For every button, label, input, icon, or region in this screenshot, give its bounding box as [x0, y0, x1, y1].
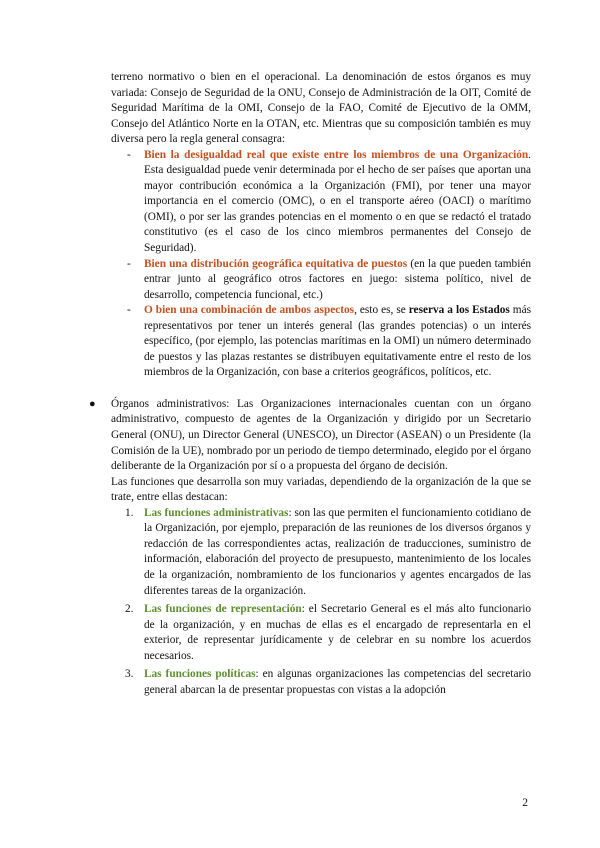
highlight-text: Bien la desigualdad real que existe entre los miembros de una Organización: [144, 148, 529, 161]
body-text: (en la que pueden también entrar junto al geográfico otros factores en juego: sistema político, nivel de desarrollo, competencia funcional, etc.): [144, 257, 531, 301]
admin-organs-section: [89, 397, 532, 698]
function-title: Las funciones políticas: [144, 668, 256, 681]
function-title: Las funciones de representación: [144, 603, 302, 616]
list-number: 2.: [125, 603, 134, 616]
body-text: : en algunas organizaciones las competencias del secretario general abarcan la de presentar propuestas con vistas a la adopción: [144, 668, 532, 696]
function-title: Las funciones administrativas: [144, 506, 289, 519]
intro-paragraph: terreno normativo o bien en el operacional. La denominación de estos órganos es muy variada: Consejo de Seguridad de la ONU, Consejo de Administración de la OIT, Comité de Seguridad Marítima de la OMI, Consejo de la FAO, Comité de Ejecutivo de la OMM, Consejo del Atlántico Norte en la OTAN, etc. Mientras que su composición también es muy diversa pero la regla general consagra:: [111, 71, 531, 146]
list-item: [111, 506, 531, 599]
list-item: [111, 667, 531, 698]
dash-marker: -: [127, 257, 131, 270]
bullet-icon: ●: [89, 397, 96, 410]
page-number: 2: [522, 797, 528, 809]
admin-paragraph: Órganos administrativos: Las Organizaciones internacionales cuentan con un órgano administrativo, compuesto de agentes de la Organización y dirigido por un Secretario General (ONU), un Director General (UNESCO), un Director (ASEAN) o un Presidente (la Comisión de la UE), nombrado por un periodo de tiempo determinado, elegido por el órgano deliberante de la Organización por sí o a propuesta del órgano de decisión.: [111, 397, 531, 473]
body-text: : son las que permiten el funcionamiento cotidiano de la Organización, por ejemplo, preparación de las reuniones de los diversos órganos y redacción de las correspondientes actas, realización de traducciones, suministro de información, elaboración del proyecto de presupuesto, mantenimiento de los locales de la organización, nombramiento de los funcionarios y agentes encargados de las diferentes tareas de la organización.: [144, 506, 531, 597]
functions-list: [111, 506, 531, 699]
body-text: , esto es, se: [354, 304, 409, 317]
list-item: [111, 602, 531, 664]
list-item: [111, 257, 531, 304]
dash-marker: -: [127, 304, 131, 317]
dash-marker: -: [127, 148, 131, 161]
highlight-text: Bien una distribución geográfica equitativa de puestos: [144, 257, 408, 270]
list-number: 3.: [125, 668, 134, 681]
body-text: . Esta desigualdad puede venir determinada por el hecho de ser países que aportan una mayor contribución económica a la Organización (FMI), por tener una mayor importancia en el comercio (OMC), o en el transporte aéreo (OACI) o marítimo (OMI), o por ser las grandes potencias en el momento o en que se redactó el tratado constitutivo (es el caso de los cinco miembros permanentes del Consejo de Seguridad).: [144, 148, 531, 255]
bold-text: reserva a los Estados: [408, 304, 510, 317]
list-item: [111, 148, 531, 257]
list-number: 1.: [125, 506, 134, 519]
composition-list: [111, 148, 531, 381]
highlight-text: O bien una combinación de ambos aspectos: [144, 304, 355, 317]
body-text: más representativos por tener un interés general (las grandes potencias) o un interés específico, (por ejemplo, las potencias marítimas en la OMI) un número determinado de puestos y las plazas restantes se distribuyen equitativamente entre el resto de los miembros de la Organización, con base a criterios geográficos, políticos, etc.: [144, 304, 531, 379]
list-item: [111, 303, 531, 381]
page-content: [89, 70, 532, 701]
functions-intro: Las funciones que desarrolla son muy variadas, dependiendo de la organización de la que se trate, entre ellas destacan:: [111, 475, 531, 504]
body-text: : el Secretario General es el más alto funcionario de la organización, y en muchas de ellas es el encargado de representarla en el exterior, de representar jurídicamente y de celebrar en su nombre los acuerdos necesarios.: [144, 603, 531, 662]
